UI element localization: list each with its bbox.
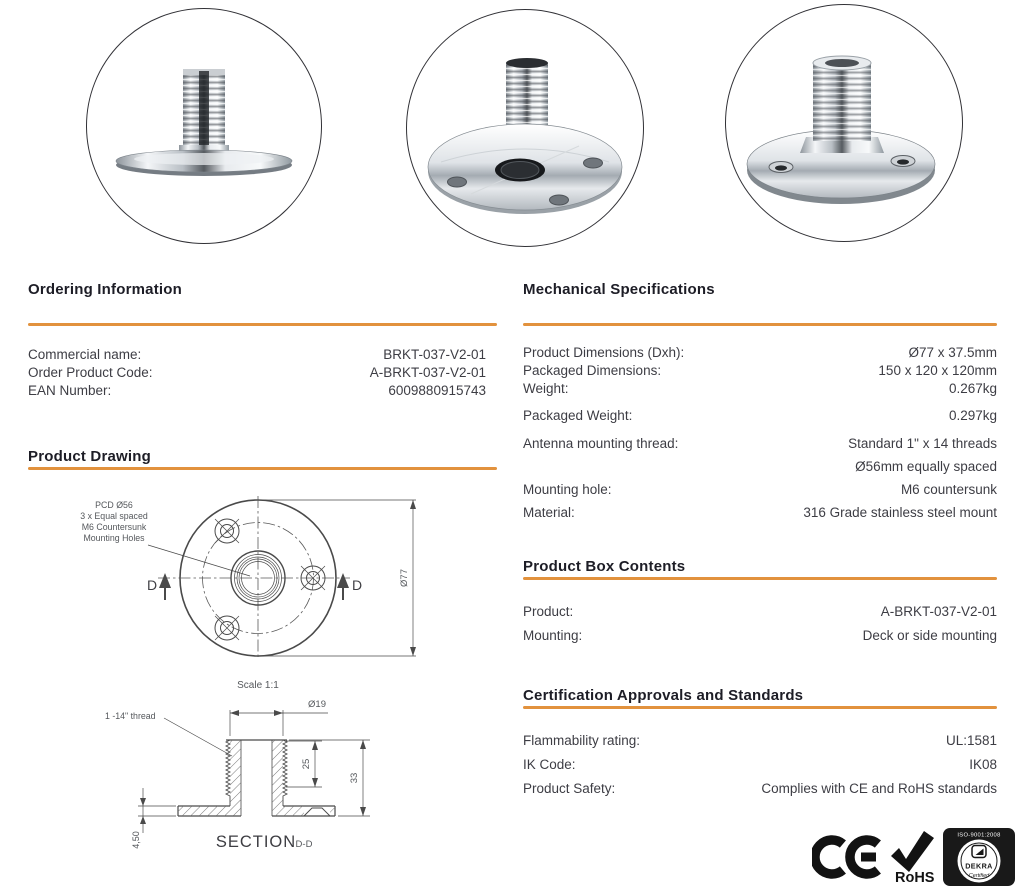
product-photo-underside-view (406, 9, 644, 247)
dekra-name-label: DEKRA (965, 861, 993, 871)
spec-row (28, 364, 486, 382)
spec-row (523, 600, 997, 624)
rohs-icon (888, 828, 944, 886)
section-title-ordering-information: Ordering Information (28, 281, 182, 298)
spec-label: Material: (523, 505, 575, 520)
spec-row (523, 344, 997, 362)
spec-label: Antenna mounting thread: (523, 436, 679, 451)
certification-divider (523, 706, 997, 709)
dimension-dia19: Ø19 (308, 699, 326, 710)
box-divider (523, 577, 997, 580)
spec-row (523, 478, 997, 501)
spec-row (523, 624, 997, 648)
spec-label: Packaged Dimensions: (523, 363, 662, 378)
spec-value: 6009880915743 (388, 383, 486, 398)
section-cut-arrow-left (159, 573, 171, 588)
spec-label: Product Safety: (523, 781, 616, 796)
product-photo-top-view (725, 4, 963, 242)
section-caption: SECTION (215, 833, 297, 851)
ce-mark-icon (812, 832, 898, 882)
product-photo-side-view (86, 8, 322, 244)
section-title-mechanical-specifications: Mechanical Specifications (523, 281, 715, 298)
spec-value: IK08 (969, 757, 997, 772)
spec-label: Mounting hole: (523, 482, 612, 497)
spec-row (28, 346, 486, 364)
flange-side-view-image (87, 9, 321, 243)
flange-underside-view-image (407, 10, 643, 246)
drawing-callout-line: M6 Countersunk (81, 522, 147, 532)
spec-label: Product: (523, 604, 574, 619)
spec-value: BRKT-037-V2-01 (383, 347, 486, 362)
drawing-divider (28, 467, 497, 470)
section-letter-left: D (146, 577, 158, 593)
spec-value: A-BRKT-037-V2-01 (880, 604, 997, 619)
spec-row (523, 380, 997, 398)
dimension-25: 25 (301, 758, 312, 770)
mounting-hole-bottom-left (215, 616, 239, 640)
spec-value (848, 432, 997, 478)
certification-rows (523, 729, 997, 801)
spec-row (523, 729, 997, 753)
spec-row (523, 362, 997, 380)
spec-row (523, 777, 997, 801)
spec-value: Complies with CE and RoHS standards (761, 781, 997, 796)
spec-row (523, 753, 997, 777)
section-title-product-drawing: Product Drawing (28, 448, 152, 465)
spec-value-line: Standard 1" x 14 threads (848, 436, 997, 451)
product-drawing-figure (60, 488, 460, 868)
mechanical-rows (523, 344, 997, 524)
spec-label: Product Dimensions (Dxh): (523, 345, 685, 360)
dekra-seal-icon (942, 827, 1016, 887)
section-letter-right: D (351, 577, 363, 593)
mechanical-divider (523, 323, 997, 326)
spec-row (523, 501, 997, 524)
section-cut-arrow-right (337, 573, 349, 588)
spec-label: IK Code: (523, 757, 576, 772)
drawing-callout-line: PCD Ø56 (95, 500, 133, 510)
spec-value: 316 Grade stainless steel mount (803, 505, 997, 520)
spec-value: A-BRKT-037-V2-01 (369, 365, 486, 380)
spec-row (523, 432, 997, 478)
rohs-label: RoHS (895, 870, 935, 886)
dimension-33: 33 (349, 772, 360, 784)
box-rows (523, 600, 997, 648)
drawing-callout-line: Mounting Holes (83, 533, 145, 543)
section-title-product-box-contents: Product Box Contents (523, 558, 686, 575)
flange-top-view-image (726, 5, 962, 241)
dimension-450: 4,50 (131, 831, 141, 849)
spec-label: Mounting: (523, 628, 583, 643)
ordering-divider (28, 323, 497, 326)
spec-label: EAN Number: (28, 383, 112, 398)
spec-label: Weight: (523, 381, 569, 396)
mounting-hole-top-left (215, 519, 239, 543)
dekra-iso-label: ISO-9001:2008 (957, 832, 1001, 839)
dekra-certified-label: Certified (968, 873, 990, 879)
section-title-certification: Certification Approvals and Standards (523, 687, 804, 704)
spec-value: M6 countersunk (900, 482, 997, 497)
spec-value-line: Ø56mm equally spaced (855, 459, 997, 474)
spec-value: 0.267kg (948, 381, 997, 396)
certification-logos (806, 824, 1020, 886)
spec-label: Order Product Code: (28, 365, 153, 380)
thread-label: 1 -14" thread (105, 711, 156, 721)
spec-value: UL:1581 (945, 733, 997, 748)
spec-value: Ø77 x 37.5mm (908, 345, 997, 360)
drawing-callout-line: 3 x Equal spaced (80, 511, 148, 521)
ordering-rows (28, 346, 486, 400)
spec-label: Commercial name: (28, 347, 142, 362)
spec-value: Deck or side mounting (862, 628, 997, 643)
dimension-dia77: Ø77 (399, 569, 410, 587)
spec-row (28, 382, 486, 400)
spec-label: Packaged Weight: (523, 408, 633, 423)
spec-row (523, 407, 997, 425)
scale-label: Scale 1:1 (237, 680, 279, 691)
spec-value: 0.297kg (948, 408, 997, 423)
spec-value: 150 x 120 x 120mm (878, 363, 997, 378)
section-caption-suffix: D-D (295, 839, 313, 850)
spec-label: Flammability rating: (523, 733, 641, 748)
